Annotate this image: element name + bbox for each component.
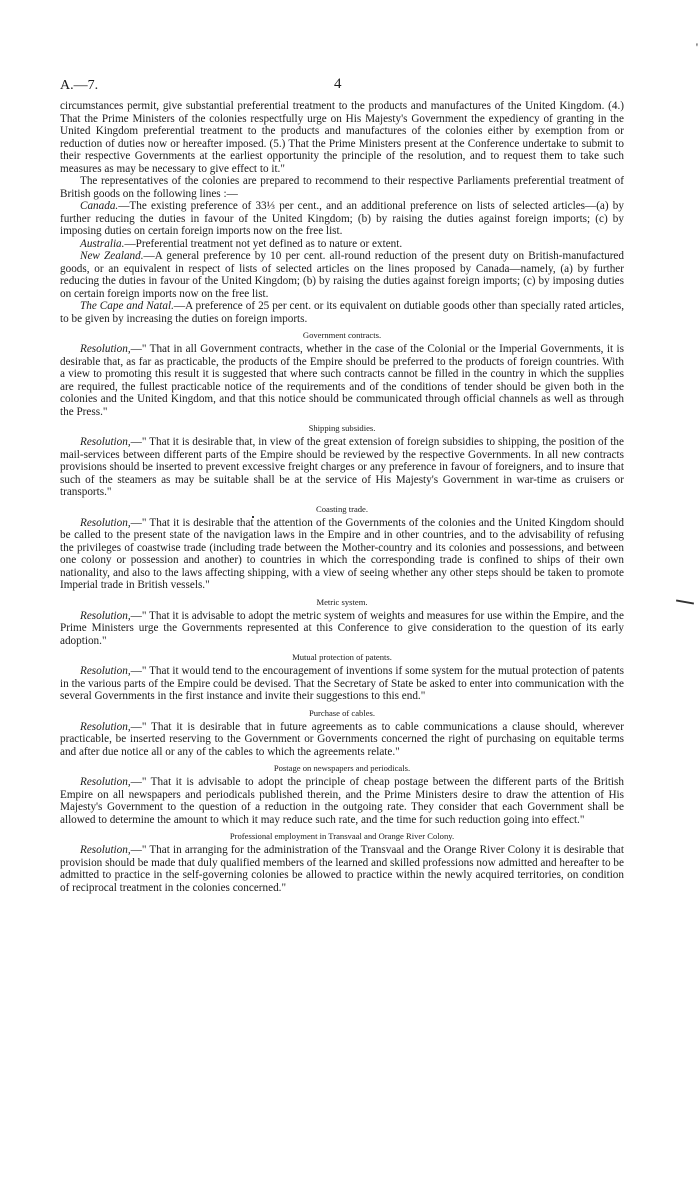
section-heading: Mutual protection of patents. <box>292 652 392 662</box>
page-header <box>60 76 624 100</box>
document-reference: A.—7. <box>60 78 99 93</box>
resolution-paragraph <box>60 343 624 418</box>
cape-natal-text: —A preference of 25 per cent. or its equivalent on dutiable goods other than specially rated articles, to be given by increasing the duties on foreign imports. <box>60 300 625 325</box>
section-heading: Postage on newspapers and periodicals. <box>273 763 411 773</box>
resolution-paragraph <box>60 610 624 648</box>
resolution-text: —" That it is desirable that the attention of the Governments of the colonies and the United Kingdom should be called to the present state of the navigation laws in the Empire and in other countries, and to the advisability of refusing the privileges of coastwise trade (including trade between the Mother-country and its colonies and possessions, and between one colony or possession and another) to countries in which the corresponding trade is confined to ships of their own nationality, and also to the laws affecting shipping, with a view of seeing whether any other steps should be taken to promote Imperial trade in British vessels." <box>60 516 624 591</box>
canada-text: —The existing preference of 33⅓ per cent., and an additional preference on lists of selected articles—(a) by further reducing the duties in favour of the United Kingdom; (b) by raising the duties against foreign imports; (c) by imposing duties on certain foreign imports now on the free list. <box>60 200 624 237</box>
resolution-label: Resolution, <box>80 609 131 622</box>
section-heading: Coasting trade. <box>315 503 369 514</box>
section-heading: Purchase of cables. <box>308 707 376 718</box>
continuation-paragraph: circumstances permit, give substantial preferential treatment to the products and manufactures of the United Kingdom. (4.) That the Prime Ministers of the colonies respectfully urge on His Majesty's Government the expediency of granting in the United Kingdom preferential treatment to the products and manufactures of the colonies either by exemption from or reduction of duties now or hereafter imposed. (5.) That the Prime Ministers present at the Conference undertake to submit to their respective Governments at the earliest opportunity the principle of the resolution, and to request them to take such measures as may be necessary to give effect to it." <box>60 100 624 175</box>
document-page <box>60 76 624 894</box>
section-heading: Government contracts. <box>302 330 382 340</box>
resolution-label: Resolution, <box>80 516 131 529</box>
cape-natal-label: The Cape and Natal. <box>80 300 174 312</box>
australia-label: Australia. <box>80 237 125 250</box>
resolution-paragraph <box>60 665 624 703</box>
resolution-paragraph <box>60 844 624 894</box>
resolution-paragraph <box>60 776 624 826</box>
new-zealand-label: New Zealand. <box>80 250 144 262</box>
margin-mark <box>676 599 694 604</box>
canada-label: Canada. <box>80 200 119 212</box>
resolution-paragraph <box>60 721 624 759</box>
representatives-paragraph: The representatives of the colonies are prepared to recommend to their respective Parliaments preferential treatment of British goods on the following lines :— <box>60 175 624 200</box>
resolution-label: Resolution, <box>80 343 131 355</box>
canada-paragraph <box>60 200 624 238</box>
resolution-paragraph <box>60 436 624 499</box>
new-zealand-text: —A general preference by 10 per cent. all-round reduction of the present duty on British-manufactured goods, or an equivalent in respect of lists of selected articles on the lines proposed by Canada—namely, (a) by further reducing the duties in favour of the United Kingdom; (b) by raising the duties against foreign imports; (c) by imposing duties on certain foreign imports now on the free list. <box>60 250 624 300</box>
page-number: 4 <box>334 76 342 92</box>
australia-text: —Preferential treatment not yet defined as to nature or extent. <box>124 237 403 250</box>
margin-tick: ' <box>695 40 698 54</box>
resolution-label: Resolution, <box>80 436 131 448</box>
resolution-text: —" That it is desirable that, in view of the great extension of foreign subsidies to shipping, the position of the mail-services between different parts of the Empire should be reviewed by the respective Governments. In all new contracts provisions should be inserted to prevent excessive freight charges or any preference in favour of foreigners, and to insure that such of the steamers as may be suitable shall be at the service of His Majesty's Government in war-time as cruisers or transports." <box>60 436 624 498</box>
resolution-text: —" That it is advisable to adopt the metric system of weights and measures for use within the Empire, and the Prime Ministers urge the Governments represented at this Conference to give consideration to the question of its early adoption." <box>60 609 624 647</box>
resolution-text: —" That in all Government contracts, whether in the case of the Colonial or the Imperial Governments, it is desirable that, as far as practicable, the products of the Empire should be preferred to the products of foreign countries. With a view to promoting this result it is suggested that where such contracts cannot be filled in the country in which the supplies are required, the fullest practicable notice of the requirements and of the conditions of tender should be given both in the colonies and the United Kingdom, and that this notice should be communicated through official channels as well as through the Press." <box>60 343 624 418</box>
resolution-label: Resolution, <box>80 844 131 856</box>
resolution-text: —" That in arranging for the administration of the Transvaal and the Orange River Colony it is desirable that provision should be made that duly qualified members of the learned and skilled professions now admitted and hereafter to be admitted to practice in the self-governing colonies be allowed to practice within the newly acquired territories, on condition of reciprocal treatment in the colonies concerned." <box>60 844 624 894</box>
new-zealand-paragraph <box>60 250 624 300</box>
resolution-text: —" That it is advisable to adopt the principle of cheap postage between the different parts of the British Empire on all newspapers and periodicals published therein, and the Prime Ministers desire to draw the attention of His Majesty's Government to the question of a reduction in the outgoing rate. They consider that each Government shall be allowed to determine the amount to which it may reduce such rate, and the time for such reduction going into effect." <box>60 776 624 826</box>
section-heading: Professional employment in Transvaal and Orange River Colony. <box>229 831 455 841</box>
section-heading: Shipping subsidies. <box>308 423 376 433</box>
resolution-label: Resolution, <box>80 720 131 733</box>
resolution-text: —" That it is desirable that in future agreements as to cable communications a clause should, wherever practicable, be inserted reserving to the Government or Governments concerned the right of purchasing on equitable terms and after due notice all or any of the cables to which the agreements relate." <box>60 720 624 758</box>
resolution-label: Resolution, <box>80 776 131 788</box>
resolution-text: —" That it would tend to the encouragement of inventions if some system for the mutual protection of patents in the various parts of the Empire could be devised. That the Secretary of State be asked to enter into communication with the several Governments in the first instance and invite their suggestions to this end." <box>60 665 624 702</box>
resolution-paragraph <box>60 517 624 592</box>
section-heading: Metric system. <box>316 596 368 607</box>
australia-paragraph <box>60 238 624 251</box>
resolution-label: Resolution, <box>80 665 131 677</box>
cape-natal-paragraph <box>60 300 624 325</box>
